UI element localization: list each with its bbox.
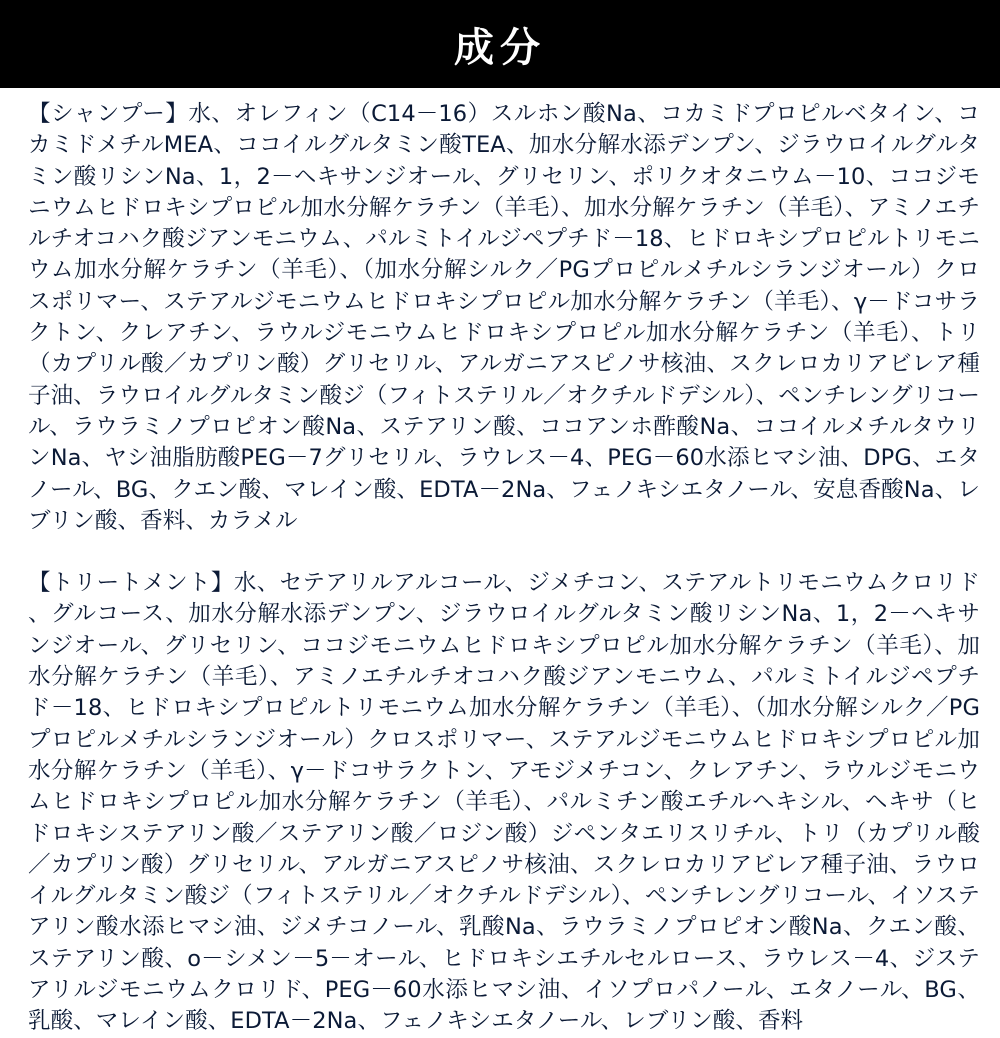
- shampoo-label: 【シャンプー】: [28, 101, 189, 127]
- header-bar: [0, 0, 1000, 88]
- ingredients-content: [0, 88, 1000, 1038]
- treatment-ingredient-list: 水、セテアリルアルコール、ジメチコン、ステアルトリモニウムクロリド、グルコース、加水分解水添デンプン、ジラウロイルグルタミン酸リシンNa、1，2－ヘキサンジオール、グリセリン、ココジモニウムヒドロキシプロピル加水分解ケラチン（羊毛）、加水分解ケラチン（羊毛）、アミノエチルチオコハク酸ジアンモニウム、パルミトイルジペプチド－18、ヒドロキシプロピルトリモニウム加水分解ケラチン（羊毛）、（加水分解シルク／PGプロピルメチルシランジオール）クロスポリマー、ステアルジモニウムヒドロキシプロピル加水分解ケラチン（羊毛）、γ－ドコサラクトン、アモジメチコン、クレアチン、ラウルジモニウムヒドロキシプロピル加水分解ケラチン（羊毛）、パルミチン酸エチルヘキシル、ヘキサ（ヒドロキシステアリン酸／ステアリン酸／ロジン酸）ジペンタエリスリチル、トリ（カプリル酸／カプリン酸）グリセリル、アルガニアスピノサ核油、スクレロカリアビレア種子油、ラウロイルグルタミン酸ジ（フィトステリル／オクチルドデシル）、ペンチレングリコール、イソステアリン酸水添ヒマシ油、ジメチコノール、乳酸Na、ラウラミノプロピオン酸Na、クエン酸、ステアリン酸、o－シメン－5－オール、ヒドロキシエチルセルロース、ラウレス－4、ジステアリルジモニウムクロリド、PEG－60水添ヒマシ油、イソプロパノール、エタノール、BG、乳酸、マレイン酸、EDTA－2Na、フェノキシエタノール、レブリン酸、香料: [28, 570, 980, 1035]
- page-title: 成分: [454, 24, 546, 71]
- treatment-label: 【トリートメント】: [28, 570, 234, 597]
- shampoo-ingredient-list: 水、オレフィン（C14－16）スルホン酸Na、コカミドプロピルベタイン、コカミドメチルMEA、ココイルグルタミン酸TEA、加水分解水添デンプン、ジラウロイルグルタミン酸リシンNa、1，2－ヘキサンジオール、グリセリン、ポリクオタニウム－10、ココジモニウムヒドロキシプロピル加水分解ケラチン（羊毛）、加水分解ケラチン（羊毛）、アミノエチルチオコハク酸ジアンモニウム、パルミトイルジペプチド－18、ヒドロキシプロピルトリモニウム加水分解ケラチン（羊毛）、（加水分解シルク／PGプロピルメチルシランジオール）クロスポリマー、ステアルジモニウムヒドロキシプロピル加水分解ケラチン（羊毛）、γ－ドコサラクトン、クレアチン、ラウルジモニウムヒドロキシプロピル加水分解ケラチン（羊毛）、トリ（カプリル酸／カプリン酸）グリセリル、アルガニアスピノサ核油、スクレロカリアビレア種子油、ラウロイルグルタミン酸ジ（フィトステリル／オクチルドデシル）、ペンチレングリコール、ラウラミノプロピオン酸Na、ステアリン酸、ココアンホ酢酸Na、ココイルメチルタウリンNa、ヤシ油脂肪酸PEG－7グリセリル、ラウレス－4、PEG－60水添ヒマシ油、DPG、エタノール、BG、クエン酸、マレイン酸、EDTA－2Na、フェノキシエタノール、安息香酸Na、レブリン酸、香料、カラメル: [28, 101, 980, 534]
- shampoo-ingredients: [28, 99, 980, 537]
- treatment-ingredients: [28, 568, 980, 1037]
